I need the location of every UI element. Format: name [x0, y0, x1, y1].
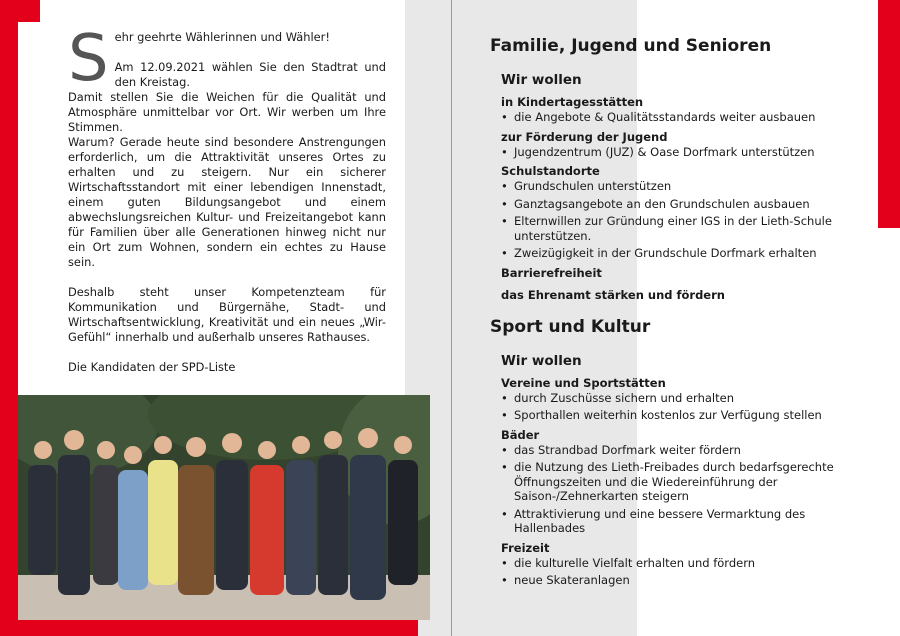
- section-title-family: Familie, Jugend und Senioren: [490, 36, 772, 56]
- program-column: [490, 36, 860, 592]
- bullet-list: [501, 145, 860, 160]
- section-family-subtitle: Wir wollen: [501, 72, 582, 88]
- page-fold-line: [451, 0, 452, 636]
- list-item: • Grundschulen unterstützen: [501, 179, 860, 194]
- list-item: • Sporthallen weiterhin kostenlos zur Verfügung stellen: [501, 408, 860, 423]
- list-item: • durch Zuschüsse sichern und erhalten: [501, 391, 860, 406]
- section-title-sport: Sport und Kultur: [490, 316, 651, 337]
- bullet-list: [501, 556, 860, 588]
- list-item: • Jugendzentrum (JUZ) & Oase Dorfmark unterstützen: [501, 145, 860, 160]
- group-heading: Barrierefreiheit: [501, 265, 602, 280]
- list-item: • Elternwillen zur Gründung einer IGS in der Lieth-Schule unterstützen.: [501, 214, 860, 243]
- section-sport-subtitle: Wir wollen: [501, 352, 582, 369]
- red-accent-bar-left: [0, 0, 18, 636]
- bullet-list: [501, 110, 860, 125]
- red-accent-bar-right: [878, 0, 900, 228]
- letter-paragraph-1: Am 12.09.2021 wählen Sie den Stadtrat und den Kreistag.: [114, 60, 386, 89]
- list-item: • Zweizügigkeit in der Grundschule Dorfmark erhalten: [501, 246, 860, 261]
- bullet-list: [501, 391, 860, 423]
- bullet-list: [501, 179, 860, 261]
- list-item: • Attraktivierung und eine bessere Vermarktung des Hallenbades: [501, 507, 860, 536]
- list-item: • die Nutzung des Lieth-Freibades durch bedarfsgerechte Öffnungszeiten und die Wiedereinführung der Saison-/Zehnerkarten steigern: [501, 460, 860, 504]
- group-heading: zur Förderung der Jugend: [501, 129, 668, 144]
- letter-paragraph-3: Warum? Gerade heute sind besondere Anstrengungen erforderlich, um die Attraktivität unseres Ortes zu erhalten und zu steigern. Nur ein sicherer Wirtschaftsstandort mit einer lebendigen Innenstadt, einem guten Bildungsangebot und einem abwechslungsreichen Kultur- und Freizeitangebot kann für Familien über alle Generationen hinweg nicht nur ein Ort zum Wohnen, sondern ein echtes zu Hause sein.: [68, 135, 386, 269]
- group-heading: Bäder: [501, 427, 540, 442]
- salutation: ehr geehrte Wählerinnen und Wähler!: [114, 30, 330, 44]
- greeting-letter: [68, 22, 386, 375]
- list-item: • Ganztagsangebote an den Grundschulen ausbauen: [501, 197, 860, 212]
- list-item: • das Strandbad Dorfmark weiter fördern: [501, 443, 860, 458]
- section-sport-content: [490, 353, 860, 588]
- letter-paragraph-2: Damit stellen Sie die Weichen für die Qualität und Atmosphäre unmittelbar vor Ort. Wir werben um Ihre Stimmen.: [68, 90, 386, 134]
- group-heading: Freizeit: [501, 540, 550, 555]
- group-heading: Vereine und Sportstätten: [501, 375, 666, 390]
- letter-signature: Die Kandidaten der SPD-Liste: [68, 360, 236, 374]
- drop-cap: S: [68, 22, 109, 96]
- group-heading: in Kindertagesstätten: [501, 95, 644, 109]
- list-item: • die kulturelle Vielfalt erhalten und fördern: [501, 556, 860, 571]
- red-accent-bar-bottom: [18, 620, 418, 636]
- letter-paragraph-4: Deshalb steht unser Kompetenzteam für Kommunikation und Bürgernähe, Stadt- und Wirtschaftsentwicklung, Kreativität und ein neues „Wir-Gefühl“ innerhalb und außerhalb unseres Rathauses.: [68, 285, 386, 344]
- bullet-list: [501, 443, 860, 536]
- group-heading: das Ehrenamt stärken und fördern: [501, 287, 725, 302]
- group-heading: Schulstandorte: [501, 164, 600, 178]
- candidates-group-photo: [18, 395, 430, 620]
- section-family-content: [490, 72, 860, 303]
- list-item: • neue Skateranlagen: [501, 573, 860, 588]
- list-item: • die Angebote & Qualitätsstandards weiter ausbauen: [501, 110, 860, 125]
